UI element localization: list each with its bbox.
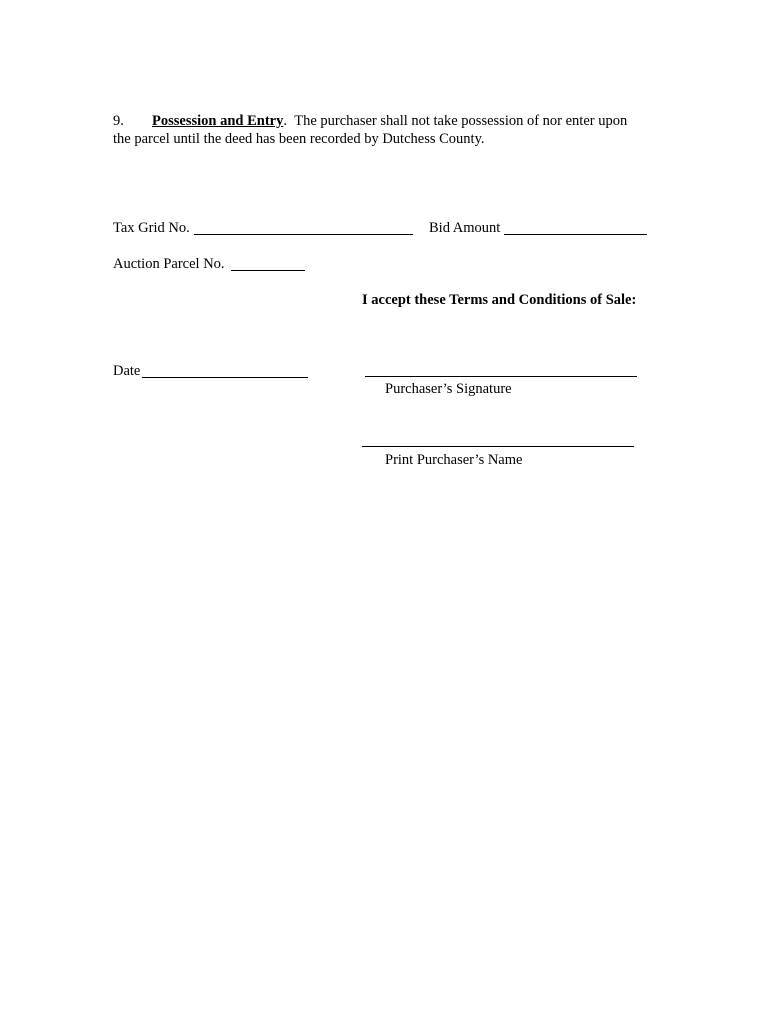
acceptance-statement: I accept these Terms and Conditions of Sale: (362, 292, 637, 308)
signature-label: Purchaser’s Signature (385, 381, 512, 397)
date-field[interactable] (142, 377, 308, 378)
section-heading-punct: . (283, 113, 287, 129)
tax-grid-label: Tax Grid No. (113, 220, 190, 236)
bid-amount-label: Bid Amount (429, 220, 501, 236)
section-heading: Possession and Entry (152, 113, 284, 129)
section-text-line2: the parcel until the deed has been recorded by Dutchess County. (113, 131, 485, 147)
section-number: 9. (113, 113, 124, 129)
bid-amount-field[interactable] (504, 234, 647, 235)
date-label: Date (113, 363, 141, 379)
auction-parcel-field[interactable] (231, 270, 305, 271)
signature-field[interactable] (365, 376, 637, 377)
print-name-label: Print Purchaser’s Name (385, 452, 523, 468)
auction-parcel-label: Auction Parcel No. (113, 256, 225, 272)
tax-grid-field[interactable] (194, 234, 413, 235)
print-name-field[interactable] (362, 446, 634, 447)
section-text-line1: The purchaser shall not take possession of nor enter upon (294, 113, 628, 129)
section-paragraph-line1 (152, 113, 627, 130)
